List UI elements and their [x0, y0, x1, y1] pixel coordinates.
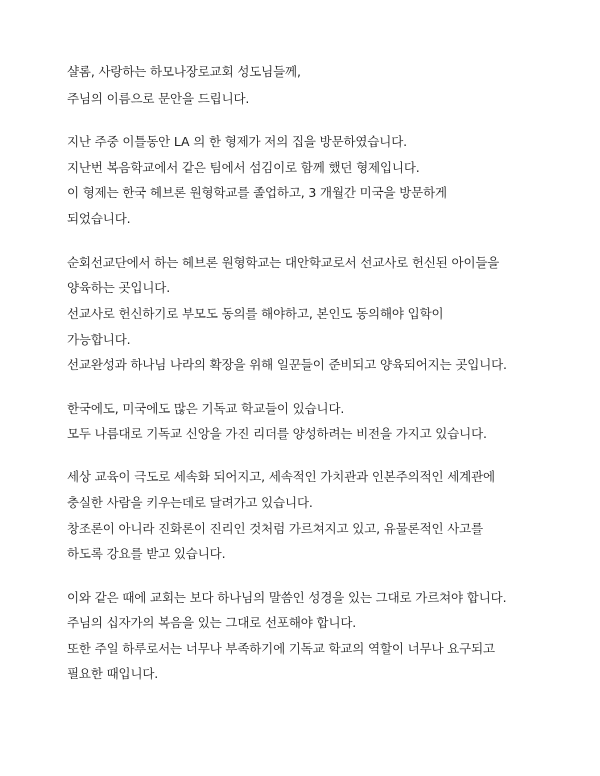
greeting-line: 샬롬, 사랑하는 하모나장로교회 성도님들께,	[67, 64, 301, 79]
greeting-line: 주님의 이름으로 문안을 드립니다.	[67, 91, 250, 106]
body-line: 순회선교단에서 하는 헤브론 원형학교는 대안학교로서 선교사로 헌신된 아이들을	[67, 255, 500, 270]
body-line: 선교사로 헌신하기로 부모도 동의를 해야하고, 본인도 동의해야 입학이	[67, 306, 444, 321]
body-line: 되었습니다.	[67, 211, 131, 226]
body-line: 모두 나름대로 기독교 신앙을 가진 리더를 양성하려는 비전을 가지고 있습니다.	[67, 426, 487, 441]
body-line: 한국에도, 미국에도 많은 기독교 학교들이 있습니다.	[67, 401, 345, 416]
body-line: 지난 주중 이틀동안 LA 의 한 형제가 저의 집을 방문하였습니다.	[67, 134, 407, 149]
body-line: 세상 교육이 극도로 세속화 되어지고, 세속적인 가치관과 인본주의적인 세계관에	[67, 469, 495, 484]
body-line: 양육하는 곳입니다.	[67, 280, 171, 295]
body-line: 창조론이 아니라 진화론이 진리인 것처럼 가르쳐지고 있고, 유물론적인 사고를	[67, 521, 484, 536]
body-line: 이와 같은 때에 교회는 보다 하나님의 말씀인 성경을 있는 그대로 가르쳐야 합니다.	[67, 590, 507, 605]
body-line: 가능합니다.	[67, 332, 131, 347]
body-line: 필요한 때입니다.	[67, 666, 159, 681]
body-line: 주님의 십자가의 복음을 있는 그대로 선포해야 합니다.	[67, 615, 357, 630]
body-line: 충실한 사람을 키우는데로 달려가고 있습니다.	[67, 495, 313, 510]
body-line: 선교완성과 하나님 나라의 확장을 위해 일꾼들이 준비되고 양육되어지는 곳입니다.	[67, 357, 507, 372]
body-line: 이 형제는 한국 헤브론 원형학교를 졸업하고, 3 개월간 미국을 방문하게	[67, 185, 447, 200]
body-line: 또한 주일 하루로서는 너무나 부족하기에 기독교 학교의 역할이 너무나 요구되고	[67, 641, 495, 656]
body-line: 하도록 강요를 받고 있습니다.	[67, 546, 226, 561]
body-line: 지난번 복음학교에서 같은 팀에서 섬김이로 함께 했던 형제입니다.	[67, 160, 420, 175]
